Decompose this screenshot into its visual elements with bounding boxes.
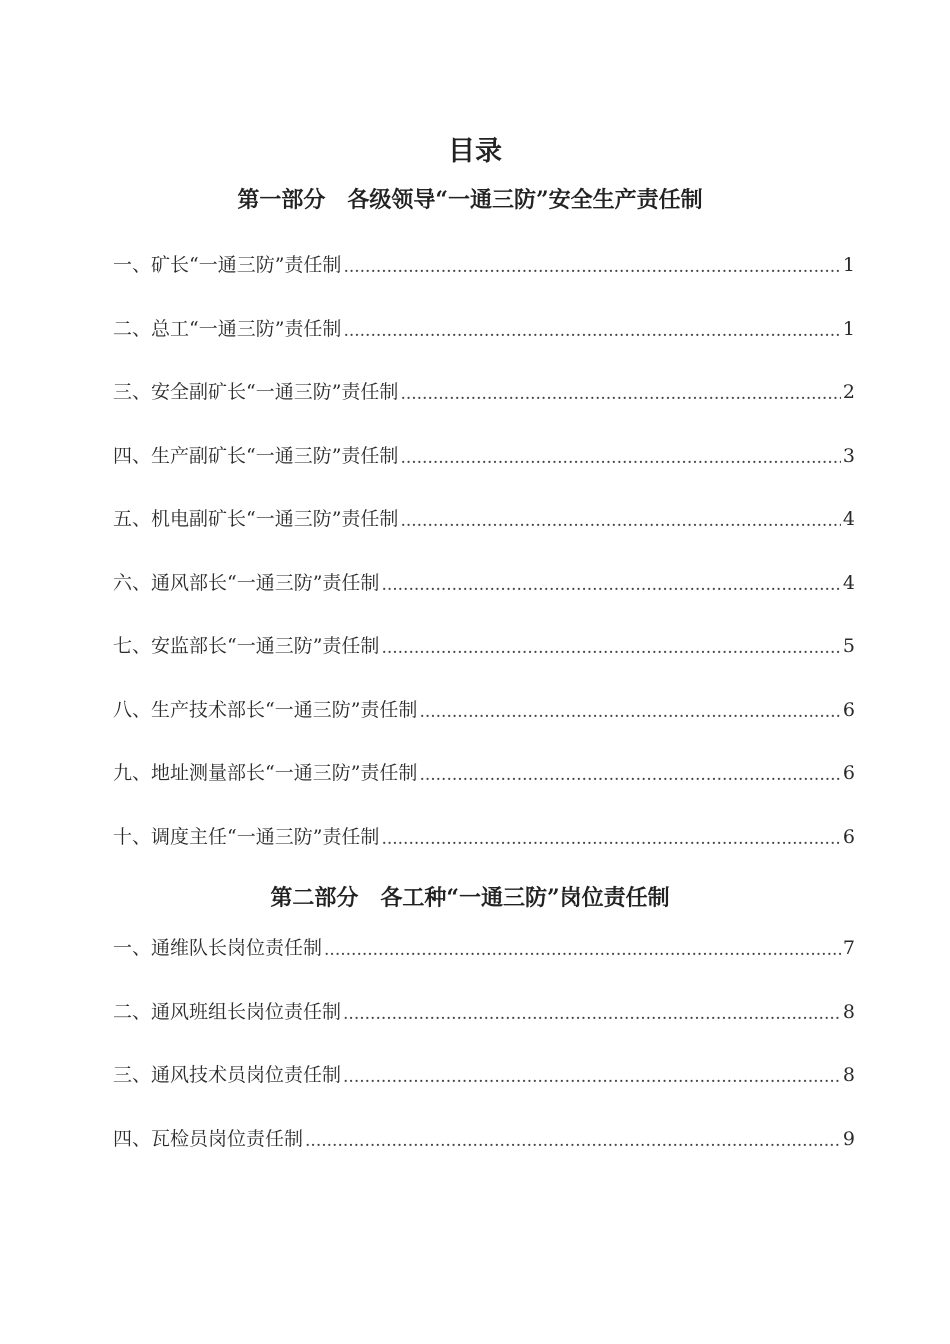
toc-entry-label: 一、矿长“一通三防”责任制 (113, 254, 342, 276)
toc-entry[interactable] (113, 1122, 855, 1156)
toc-entry-page-number: 6 (842, 762, 855, 784)
toc-entry-page-number: 8 (842, 1000, 855, 1023)
toc-entry-label: 五、机电副矿长“一通三防”责任制 (113, 508, 399, 530)
toc-entry-page-number: 1 (842, 317, 855, 340)
dot-leader (343, 999, 841, 1029)
toc-entry-label: 四、生产副矿长“一通三防”责任制 (113, 444, 399, 467)
toc-entry-page-number: 7 (842, 937, 855, 959)
toc-entry-page-number: 4 (842, 508, 855, 530)
toc-entry-label: 八、生产技术部长“一通三防”责任制 (113, 698, 418, 721)
toc-entry[interactable] (113, 1058, 855, 1092)
toc-entry-label: 七、安监部长“一通三防”责任制 (113, 635, 380, 657)
toc-entry[interactable] (113, 931, 855, 965)
toc-entry-label: 二、通风班组长岗位责任制 (113, 1000, 342, 1023)
dot-leader (381, 570, 840, 600)
toc-entry-page-number: 6 (842, 698, 855, 721)
toc-entry[interactable] (113, 502, 855, 536)
dot-leader (419, 760, 840, 790)
dot-leader (343, 1062, 841, 1092)
dot-leader (419, 697, 840, 727)
dot-leader (305, 1126, 841, 1156)
toc-entry-page-number: 9 (842, 1127, 855, 1150)
section-heading-part1: 第一部分 各级领导“一通三防”安全生产责任制 (237, 187, 703, 213)
toc-entry-page-number: 2 (842, 381, 855, 403)
dot-leader (400, 506, 840, 536)
dot-leader (400, 379, 840, 409)
dot-leader (343, 252, 840, 282)
toc-list-part1 (113, 248, 855, 883)
dot-leader (381, 824, 840, 854)
toc-entry[interactable] (113, 248, 855, 282)
toc-entry[interactable] (113, 566, 855, 600)
toc-entry-label: 三、通风技术员岗位责任制 (113, 1064, 342, 1086)
toc-entry-label: 二、总工“一通三防”责任制 (113, 317, 342, 340)
toc-entry-page-number: 8 (842, 1064, 855, 1086)
toc-entry[interactable] (113, 375, 855, 409)
dot-leader (400, 443, 840, 473)
dot-leader (381, 633, 840, 663)
toc-entry-page-number: 1 (842, 254, 855, 276)
toc-entry-label: 九、地址测量部长“一通三防”责任制 (113, 762, 418, 784)
toc-entry-page-number: 5 (842, 635, 855, 657)
toc-entry-label: 三、安全副矿长“一通三防”责任制 (113, 381, 399, 403)
dot-leader (343, 316, 840, 346)
toc-entry[interactable] (113, 693, 855, 727)
toc-entry-label: 六、通风部长“一通三防”责任制 (113, 571, 380, 594)
toc-entry[interactable] (113, 820, 855, 854)
toc-list-part2 (113, 931, 855, 1185)
toc-entry-page-number: 6 (842, 825, 855, 848)
toc-entry[interactable] (113, 629, 855, 663)
toc-entry[interactable] (113, 439, 855, 473)
toc-entry[interactable] (113, 756, 855, 790)
toc-entry[interactable] (113, 312, 855, 346)
toc-entry-label: 四、瓦检员岗位责任制 (113, 1127, 304, 1150)
section-heading-part2: 第二部分 各工种“一通三防”岗位责任制 (270, 885, 670, 911)
toc-entry-page-number: 3 (842, 444, 855, 467)
toc-entry-page-number: 4 (842, 571, 855, 594)
page-title: 目录 (448, 136, 502, 167)
toc-entry-label: 一、通维队长岗位责任制 (113, 937, 323, 959)
toc-entry-label: 十、调度主任“一通三防”责任制 (113, 825, 380, 848)
toc-entry[interactable] (113, 995, 855, 1029)
dot-leader (324, 935, 841, 965)
